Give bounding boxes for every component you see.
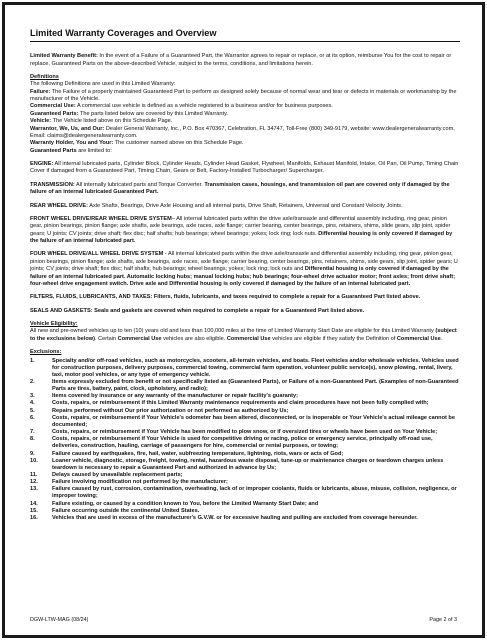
document-page bbox=[30, 27, 460, 522]
exclusion-number: 12. bbox=[30, 479, 38, 486]
exclusion-item bbox=[30, 501, 460, 508]
exclusion-number: 16. bbox=[30, 514, 38, 521]
eligibility-heading: Vehicle Eligibility: bbox=[30, 321, 78, 328]
exclusion-text: Failure involving modification not performed by the manufacturer; bbox=[52, 479, 228, 486]
exclusions-section bbox=[30, 349, 460, 522]
page-frame bbox=[2, 2, 485, 638]
exclusion-number: 10. bbox=[30, 457, 38, 464]
exclusion-item bbox=[30, 400, 460, 407]
exclusion-item bbox=[30, 393, 460, 400]
exclusion-number: 1. bbox=[30, 357, 35, 364]
exclusion-item bbox=[30, 408, 460, 415]
exclusion-item bbox=[30, 429, 460, 436]
exclusion-item bbox=[30, 451, 460, 458]
exclusion-item bbox=[30, 479, 460, 486]
definition-line: Failure: The Failure of a properly maintained Guaranteed Part to perform as designed solely because of normal wear and tear or defects in materials or workmanship by the manufacturer of the Vehicle. bbox=[30, 88, 457, 103]
exclusions-heading: Exclusions: bbox=[30, 349, 62, 356]
exclusion-number: 15. bbox=[30, 507, 38, 514]
exclusion-text: Loaner vehicle, diagnostic, storage, freight, towing, rental, hazardous waste disposal, tune-up or maintenance charges or teardown charges unless teardown is necessary to repair a Guaranteed Part and authorized in advance by Us; bbox=[52, 457, 444, 471]
exclusion-text: Failure occurring outside the continental United States. bbox=[52, 507, 200, 514]
exclusion-number: 14. bbox=[30, 500, 38, 507]
exclusion-item bbox=[30, 358, 460, 379]
coverage-paragraph: TRANSMISSION: All internally lubricated parts and Torque Converter. Transmission cases, housings, and transmission oil pan are covered only if damaged by the failure of an internal lubricated Guaranteed Part. bbox=[30, 181, 450, 196]
exclusion-number: 8. bbox=[30, 436, 35, 443]
document-title: Limited Warranty Coverages and Overview bbox=[30, 27, 460, 42]
exclusion-number: 11. bbox=[30, 472, 38, 479]
exclusion-number: 2. bbox=[30, 378, 35, 385]
exclusion-text: Failure existing, or caused by a condition known to You, before the Limited Warranty Start Date; and bbox=[52, 500, 319, 507]
form-id: DGW-LTW-MAG (08/24) bbox=[30, 617, 89, 623]
definition-line: Guaranteed Parts: The parts listed below are covered by this Limited Warranty. bbox=[30, 110, 228, 117]
exclusion-number: 4. bbox=[30, 400, 35, 407]
definitions-intro: The following Definitions are used in this Limited Warranty: bbox=[30, 81, 176, 88]
benefit-paragraph bbox=[30, 53, 460, 68]
exclusion-number: 5. bbox=[30, 407, 35, 414]
exclusion-text: Vehicles that are used in excess of the manufacturer's G.V.W. or for excessive hauling and pulling are excluded from coverage hereunder. bbox=[52, 514, 418, 521]
exclusion-text: Items covered by insurance or any warranty of the manufacturer or repair facility's guaranty; bbox=[52, 393, 298, 400]
exclusion-item bbox=[30, 486, 460, 500]
coverage-paragraph: FRONT WHEEL DRIVE/REAR WHEEL DRIVE SYSTEM– All internal lubricated parts within the drive axle/transaxle and differential assembly including, ring gear, pinion gear, pinion bearings, pinion flange; axle shafts, axle bearings, axle races, axle flange; carrier bearing, center bearings, pins, retainers, shims, slide gears, slip joint, spider gears; U joints; CV joints; drive shaft; flex disc; half shafts; hub bearings; wheel bearings; yokes; lock ring; lock nuts. Differential housing is only covered if damaged by the failure of an internal lubricated part. bbox=[30, 215, 453, 245]
definitions-heading: Definitions bbox=[30, 73, 59, 80]
definitions-section bbox=[30, 74, 460, 155]
exclusion-text: Specialty and/or off-road vehicles, such as motorcycles, scooters, all-terrain vehicles, and boats. Fleet vehicles and/or wholesale vehicles. Vehicles used for construction purposes, delivery purposes, commercial towing, commercial farm operation, volunteer public service(s), snow plowing, rental, livery, taxi, motor pool vehicles, or any type of emergency vehicle. bbox=[52, 357, 459, 378]
exclusion-number: 13. bbox=[30, 486, 38, 493]
exclusion-text: Failure caused by rust, corrosion, contamination, overheating, lack of or improper coolants, fluids or lubricants, abuse, misuse, collision, negligence, or improper towing; bbox=[52, 486, 457, 500]
exclusion-number: 3. bbox=[30, 393, 35, 400]
eligibility-text: All new and pre-owned vehicles up to ten (10) years old and less than 100,000 miles at the time of Limited Warranty Start Date are eligible for this Limited Warranty (subject to the exclusions below). Certain Commercial Use vehicles are also eligible. Commercial Use vehicles are eligible if they satisfy the Definition of Commercial Use. bbox=[30, 328, 457, 342]
coverage-paragraph: ENGINE: All internal lubricated parts, Cylinder Block, Cylinder Heads, Cylinder Head Gasket, Flywheel, Manifolds, Exhaust Manifold, Intake, Oil Pan, Oil Pump, Timing Chain Cover if damaged from a Guaranteed Part, Timing Chain, Gears or Belt, Factory-Installed Turbocharger/ Supercharger. bbox=[30, 161, 459, 175]
exclusion-item bbox=[30, 415, 460, 429]
page-number: Page 2 of 3 bbox=[429, 617, 457, 623]
coverage-paragraph: SEALS AND GASKETS: Seals and gaskets are covered when required to complete a repair for a Guaranteed Part listed above. bbox=[30, 307, 365, 314]
exclusion-text: Items expressly excluded from benefit or not specifically listed as (Guaranteed Parts), or Failure of a non-Guaranteed Part. (Examples of non-Guaranteed Parts are tires, battery, paint, clock, upholstery, and radio); bbox=[52, 378, 459, 393]
definition-line: Commercial Use: A commercial use vehicle is defined as a vehicle registered to a business and/or for business purposes. bbox=[30, 103, 333, 110]
eligibility-section bbox=[30, 321, 460, 343]
exclusion-text: Repairs performed without Our prior authorization or not performed as authorized by Us; bbox=[52, 407, 289, 414]
benefit-label: Limited Warranty Benefit: bbox=[30, 53, 98, 60]
definition-line: Warrantor, We, Us, and Our: Dealer General Warranty, Inc., P.O. Box 470367, Celebration, FL 34747, Toll-Free (800) 349-9179, website: www.dealergeneralwarranty.com, Email: claims@dealergeneralwarranty.com. bbox=[30, 125, 455, 139]
page-footer bbox=[30, 617, 457, 623]
exclusion-text: Costs, repairs, or reimbursement if this Limited Warranty maintenance requirements and claim procedures have not been fully complied with; bbox=[52, 400, 429, 407]
definitions-list bbox=[30, 89, 460, 155]
coverage-paragraph: REAR WHEEL DRIVE: Axle Shafts, Bearings, Drive Axle Housing and all internal parts, Drive Shaft, Retainers, Universal and Constant Velocity Joints. bbox=[30, 202, 403, 209]
exclusions-list bbox=[30, 358, 460, 523]
exclusion-number: 6. bbox=[30, 414, 35, 421]
exclusion-item bbox=[30, 458, 460, 472]
exclusion-text: Costs, repairs, or reimbursement if Your Vehicle is used for competitive driving or racing, police or emergency service, principally off-road use, deliveries, construction, hauling, carriage of passengers for hire, commercial or rental purposes, or towing; bbox=[52, 436, 433, 450]
definition-line: Vehicle: The Vehicle listed above on this Schedule Page. bbox=[30, 118, 173, 125]
coverage-paragraph: FOUR WHEEL DRIVE/ALL WHEEL DRIVE SYSTEM - All internal lubricated parts within the drive axle/transaxle and differential assembly including, ring gear, pinion gear, pinion bearings, pinion flange; axle shafts, axle bearings, axle races, axle flange; carrier bearing, center bearings, pins, retainers, shims, side gears, slip joint, spider gears; U joints; CV joints; drive shaft; flex disc; half shafts; hub bearings; wheel bearings; yokes; lock ring; lock nuts and Differential housing is only covered if damaged by the failure of an internal lubricated part. Automatic locking hubs; manual locking hubs; hub bearings; four-wheel drive actuator motor; front axles; front drive shaft; four-wheel drive engagement switch. Drive axle and Differential housing is only covered if damaged by the failure of an internal lubricated part. bbox=[30, 251, 458, 287]
definition-line: Warranty Holder, You and Your: The customer named above on this Schedule Page. bbox=[30, 140, 244, 147]
exclusion-text: Costs, repairs, or reimbursement if Your Vehicle's odometer has been altered, disconnected, or is inoperable or Your Vehicle's actual mileage cannot be documented; bbox=[52, 414, 455, 428]
exclusion-item bbox=[30, 472, 460, 479]
exclusion-text: Delays caused by unavailable replacement parts; bbox=[52, 472, 183, 479]
exclusion-number: 9. bbox=[30, 450, 35, 457]
exclusion-item bbox=[30, 508, 460, 515]
coverages-section bbox=[30, 161, 460, 315]
exclusion-item bbox=[30, 379, 460, 393]
coverage-paragraph: FILTERS, FLUIDS, LUBRICANTS, AND TAXES: Filters, fluids, lubricants, and taxes required to complete a repair for a Guaranteed Part listed above. bbox=[30, 294, 421, 301]
definition-line: Guaranteed Parts are limited to: bbox=[30, 147, 112, 154]
exclusion-item bbox=[30, 436, 460, 450]
benefit-text: In the event of a Failure of a Guaranteed Part, the Warrantor agrees to repair or replace, or at its option, reimburse You for the cost to repair or replace, Guaranteed Parts on the above-described Vehicle, subject to the terms, conditions, and limitations herein. bbox=[30, 53, 452, 67]
exclusion-number: 7. bbox=[30, 429, 35, 436]
exclusion-text: Failure caused by earthquakes, fire, hail, water, subfreezing temperature, lightning, riots, wars or acts of God; bbox=[52, 450, 344, 457]
exclusion-text: Costs, repairs, or reimbursement if Your Vehicle has been modified to plow snow, or if oversized tires or wheels have been used on Your Vehicle; bbox=[52, 429, 438, 436]
exclusion-item bbox=[30, 515, 460, 522]
